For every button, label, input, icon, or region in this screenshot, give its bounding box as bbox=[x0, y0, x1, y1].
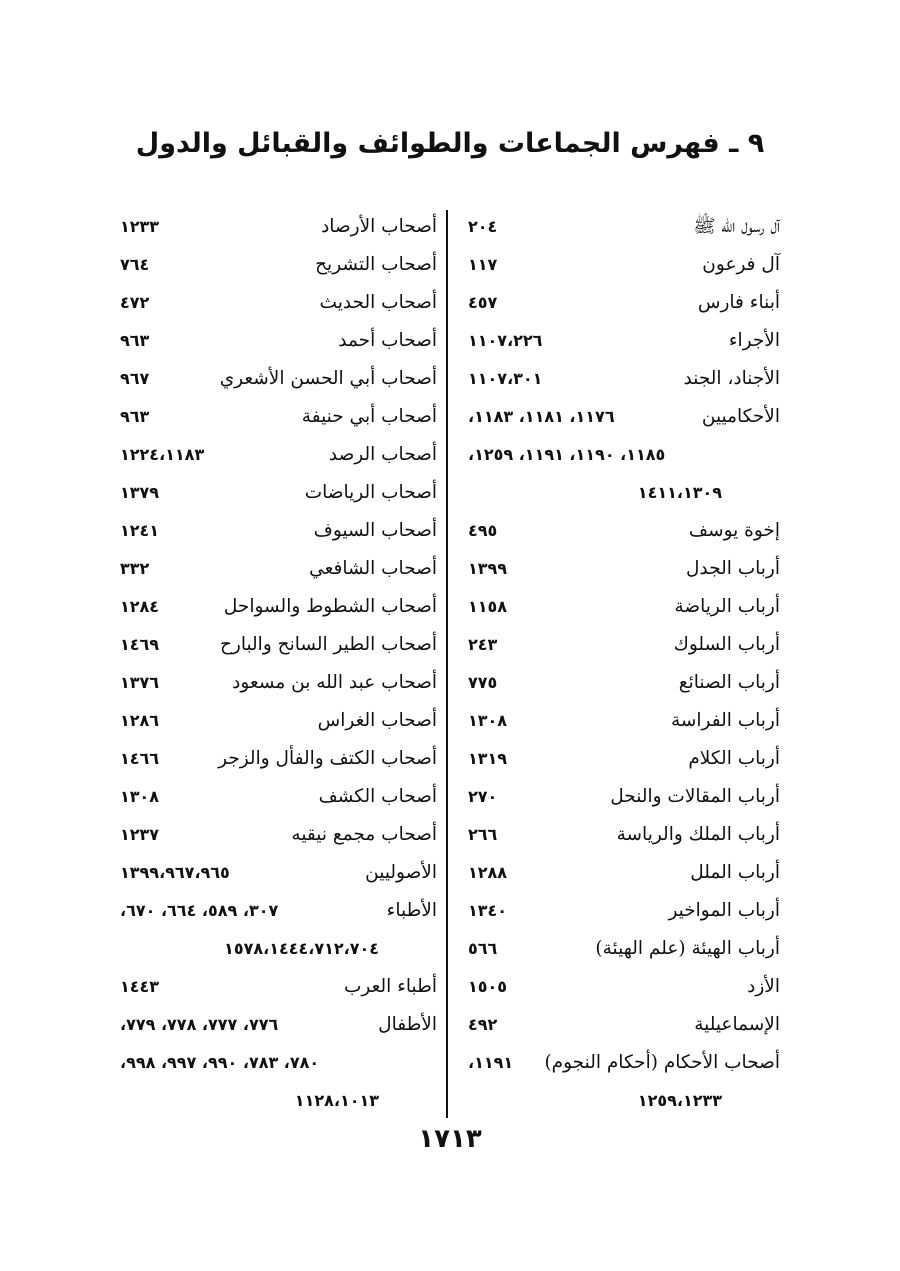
index-entry bbox=[112, 968, 437, 1006]
index-entry bbox=[460, 968, 780, 1006]
entry-pages: ١٢٣٣ bbox=[120, 217, 160, 236]
entry-term: أصحاب الطير السانح والبارح bbox=[219, 634, 437, 655]
index-entry bbox=[112, 436, 437, 474]
entry-pages: ١١٧ bbox=[468, 255, 498, 274]
entry-term: أرباب الهيئة (علم الهيئة) bbox=[595, 938, 780, 959]
entry-term: أصحاب السيوف bbox=[313, 520, 437, 541]
entry-term: أصحاب الغراس bbox=[317, 710, 437, 731]
entry-pages: ٣٠٧، ٥٨٩، ٦٦٤، ٦٧٠، bbox=[120, 901, 279, 920]
entry-pages: ٣٣٢ bbox=[120, 559, 150, 578]
entry-term: أرباب الجدل bbox=[685, 558, 780, 579]
entry-pages: ٤٧٢ bbox=[120, 293, 150, 312]
entry-pages: ١٤٦٩ bbox=[120, 635, 160, 654]
entry-term: الأطباء bbox=[386, 900, 437, 921]
entry-term: أصحاب أبي حنيفة bbox=[301, 406, 437, 427]
index-entry bbox=[460, 550, 780, 588]
column-divider bbox=[446, 210, 448, 1118]
entry-pages: ١٤٦٦ bbox=[120, 749, 160, 768]
index-title: ٩ ـ فهرس الجماعات والطوائف والقبائل والدول bbox=[135, 128, 765, 159]
index-entry bbox=[460, 702, 780, 740]
index-entry bbox=[460, 1044, 780, 1082]
index-entry bbox=[112, 550, 437, 588]
index-entry bbox=[460, 246, 780, 284]
entry-pages: ٤٩٢ bbox=[468, 1015, 498, 1034]
entry-term: آل فرعون bbox=[702, 254, 780, 275]
index-entry-continuation bbox=[460, 474, 780, 512]
index-entry bbox=[112, 664, 437, 702]
entry-pages: ١٢٤١ bbox=[120, 521, 160, 540]
entry-term: أصحاب مجمع نيقيه bbox=[291, 824, 437, 845]
entry-pages: ٧٧٦، ٧٧٧، ٧٧٨، ٧٧٩، bbox=[120, 1015, 279, 1034]
entry-pages: ١١٠٧،٢٢٦ bbox=[468, 331, 543, 350]
entry-term: الإسماعيلية bbox=[694, 1014, 780, 1035]
entry-pages: ١٢٨٦ bbox=[120, 711, 160, 730]
index-entry-continuation bbox=[112, 930, 437, 968]
entry-term: أرباب الملل bbox=[690, 862, 780, 883]
index-entry bbox=[112, 246, 437, 284]
index-entry bbox=[460, 664, 780, 702]
entry-pages: ٧٨٠، ٧٨٣، ٩٩٠، ٩٩٧، ٩٩٨، bbox=[120, 1053, 320, 1072]
entry-pages: ١٣٧٦ bbox=[120, 673, 160, 692]
index-entry bbox=[112, 208, 437, 246]
entry-pages: ٢٠٤ bbox=[468, 217, 498, 236]
index-entry bbox=[112, 740, 437, 778]
entry-term: أصحاب الحديث bbox=[319, 292, 437, 313]
index-column-right bbox=[460, 208, 780, 1120]
index-entry bbox=[112, 588, 437, 626]
entry-term: أصحاب الكتف والفأل والزجر bbox=[218, 748, 437, 769]
entry-term: أصحاب الأرصاد bbox=[321, 216, 437, 237]
entry-pages: ١٥٧٨،١٤٤٤،٧١٢،٧٠٤ bbox=[224, 939, 379, 958]
page-number: ١٧١٣ bbox=[418, 1124, 482, 1154]
entry-pages: ١٣٩٩ bbox=[468, 559, 508, 578]
entry-pages: ٢٤٣ bbox=[468, 635, 498, 654]
index-entry bbox=[460, 360, 780, 398]
index-entry bbox=[460, 588, 780, 626]
entry-pages: ٢٦٦ bbox=[468, 825, 498, 844]
index-entry bbox=[112, 398, 437, 436]
entry-term: الأصوليين bbox=[365, 862, 437, 883]
index-entry bbox=[112, 816, 437, 854]
entry-term: أطباء العرب bbox=[344, 976, 437, 997]
entry-term: الأجناد، الجند bbox=[683, 368, 780, 389]
entry-pages: ١١٧٦، ١١٨١، ١١٨٣، bbox=[468, 407, 615, 426]
entry-pages: ١٢٣٧ bbox=[120, 825, 160, 844]
entry-pages: ٥٦٦ bbox=[468, 939, 498, 958]
entry-pages: ١٢٨٤ bbox=[120, 597, 160, 616]
entry-pages: ٩٦٧ bbox=[120, 369, 150, 388]
index-entry bbox=[112, 854, 437, 892]
index-entry bbox=[460, 740, 780, 778]
index-entry bbox=[112, 284, 437, 322]
entry-pages: ١١٥٨ bbox=[468, 597, 508, 616]
entry-pages: ١١٢٨،١٠١٣ bbox=[294, 1091, 379, 1110]
entry-term: أرباب المقالات والنحل bbox=[610, 786, 780, 807]
entry-term: أرباب الكلام bbox=[688, 748, 780, 769]
index-entry bbox=[112, 474, 437, 512]
index-entry bbox=[460, 816, 780, 854]
index-entry bbox=[112, 778, 437, 816]
entry-term: أصحاب الرياضات bbox=[304, 482, 437, 503]
entry-pages: ٧٧٥ bbox=[468, 673, 498, 692]
entry-term: أرباب الصنائع bbox=[678, 672, 780, 693]
entry-term: آل رسول الله ﷺ bbox=[693, 216, 780, 237]
entry-pages: ١٥٠٥ bbox=[468, 977, 508, 996]
entry-pages: ١٢٢٤،١١٨٣ bbox=[120, 445, 205, 464]
index-entry bbox=[112, 892, 437, 930]
entry-pages: ١٣١٩ bbox=[468, 749, 508, 768]
entry-pages: ١٤٤٣ bbox=[120, 977, 160, 996]
entry-term: أصحاب التشريح bbox=[315, 254, 437, 275]
entry-term: أصحاب الكشف bbox=[318, 786, 437, 807]
entry-pages: ١٣٩٩،٩٦٧،٩٦٥ bbox=[120, 863, 230, 882]
entry-term: أصحاب الشطوط والسواحل bbox=[223, 596, 437, 617]
index-entry bbox=[112, 702, 437, 740]
entry-pages: ١٣٠٨ bbox=[120, 787, 160, 806]
entry-pages: ١١٠٧،٣٠١ bbox=[468, 369, 543, 388]
index-entry-continuation bbox=[460, 436, 780, 474]
index-entry bbox=[460, 626, 780, 664]
index-entry bbox=[460, 208, 780, 246]
index-entry-continuation bbox=[460, 1082, 780, 1120]
index-entry bbox=[460, 930, 780, 968]
entry-pages: ١٢٥٩،١٢٣٣ bbox=[637, 1091, 722, 1110]
entry-pages: ١١٨٥، ١١٩٠، ١١٩١، ١٢٥٩، bbox=[468, 445, 666, 464]
index-entry bbox=[112, 360, 437, 398]
index-entry bbox=[460, 892, 780, 930]
entry-term: الأطفال bbox=[378, 1014, 437, 1035]
index-entry bbox=[460, 284, 780, 322]
entry-term: الأزد bbox=[747, 976, 780, 997]
entry-term: أصحاب عبد الله بن مسعود bbox=[232, 672, 437, 693]
index-entry bbox=[460, 398, 780, 436]
entry-term: الأحكاميين bbox=[701, 406, 780, 427]
entry-term: أبناء فارس bbox=[697, 292, 780, 313]
entry-term: أصحاب الأحكام (أحكام النجوم) bbox=[544, 1052, 780, 1073]
index-entry bbox=[460, 1006, 780, 1044]
index-entry bbox=[112, 1006, 437, 1044]
index-entry bbox=[460, 854, 780, 892]
entry-term: أصحاب الشافعي bbox=[309, 558, 437, 579]
entry-pages: ٧٦٤ bbox=[120, 255, 150, 274]
entry-pages: ١٢٨٨ bbox=[468, 863, 508, 882]
entry-pages: ٤٥٧ bbox=[468, 293, 498, 312]
entry-term: أرباب الفراسة bbox=[670, 710, 780, 731]
index-entry-continuation bbox=[112, 1044, 437, 1082]
index-entry bbox=[460, 778, 780, 816]
entry-pages: ١١٩١، bbox=[468, 1053, 514, 1072]
index-entry-continuation bbox=[112, 1082, 437, 1120]
entry-pages: ٢٧٠ bbox=[468, 787, 498, 806]
index-entry bbox=[112, 322, 437, 360]
entry-term: أرباب الملك والرياسة bbox=[616, 824, 780, 845]
entry-term: أرباب الرياضة bbox=[674, 596, 780, 617]
entry-term: الأجراء bbox=[728, 330, 780, 351]
entry-term: أرباب المواخير bbox=[668, 900, 780, 921]
entry-term: أصحاب أحمد bbox=[338, 330, 437, 351]
entry-pages: ٩٦٣ bbox=[120, 407, 150, 426]
entry-term: أصحاب أبي الحسن الأشعري bbox=[219, 368, 437, 389]
entry-pages: ١٤١١،١٣٠٩ bbox=[637, 483, 722, 502]
index-entry bbox=[460, 512, 780, 550]
entry-pages: ١٣٠٨ bbox=[468, 711, 508, 730]
entry-pages: ٤٩٥ bbox=[468, 521, 498, 540]
entry-term: إخوة يوسف bbox=[688, 520, 780, 541]
entry-pages: ١٣٧٩ bbox=[120, 483, 160, 502]
entry-term: أصحاب الرصد bbox=[328, 444, 437, 465]
index-entry bbox=[460, 322, 780, 360]
entry-term: أرباب السلوك bbox=[673, 634, 780, 655]
entry-pages: ٩٦٣ bbox=[120, 331, 150, 350]
index-entry bbox=[112, 626, 437, 664]
index-entry bbox=[112, 512, 437, 550]
entry-pages: ١٣٤٠ bbox=[468, 901, 508, 920]
index-column-left bbox=[112, 208, 437, 1120]
